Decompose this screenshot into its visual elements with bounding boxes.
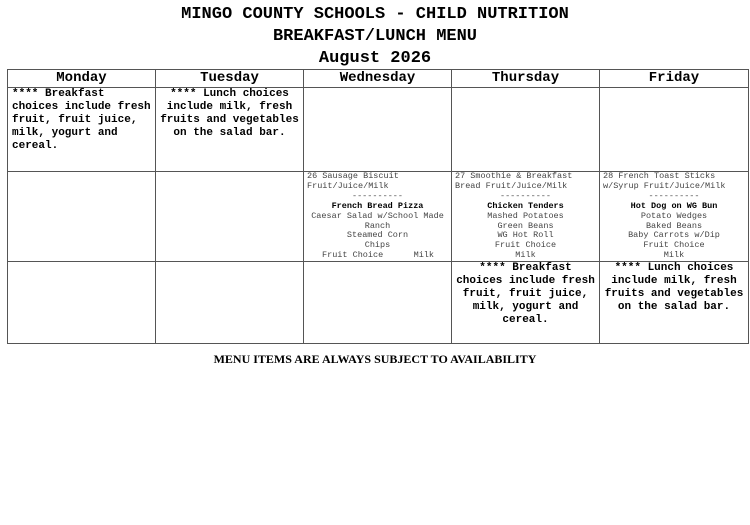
fruit-choice: Fruit Choice [322, 250, 384, 261]
breakfast-item: 27 Smoothie & Breakfast Bread Fruit/Juice/Milk [455, 171, 573, 191]
week-row-2 [8, 172, 749, 262]
menu-friday-28 [600, 172, 748, 261]
side-item: Green Beans [497, 220, 554, 231]
breakfast-note: **** Breakfast choices include fresh fruit, fruit juice, milk, yogurt and cereal. [12, 88, 151, 152]
lunch-note: **** Lunch choices include milk, fresh fruits and vegetables on the salad bar. [604, 262, 744, 314]
cell-w2-tuesday [156, 172, 304, 262]
cell-w3-wednesday [304, 262, 452, 344]
cell-w1-friday [600, 88, 749, 172]
menu-thursday-27 [452, 172, 599, 261]
menu-wednesday-26 [304, 172, 451, 261]
breakfast-item: 28 French Toast Sticks w/Syrup Fruit/Juice/Milk [603, 171, 726, 191]
day-header-tuesday: Tuesday [156, 70, 304, 88]
side-item: Potato Wedges [640, 210, 708, 221]
cell-w1-wednesday [304, 88, 452, 172]
cell-w1-thursday [452, 88, 600, 172]
divider: ---------- [351, 190, 403, 201]
fruit-choice: Fruit Choice [494, 240, 557, 251]
fruit-milk-line [307, 251, 448, 261]
title-line-2: BREAKFAST/LUNCH MENU [272, 27, 478, 46]
breakfast-item: 26 Sausage Biscuit Fruit/Juice/Milk [307, 171, 399, 191]
cell-w3-thursday [452, 262, 600, 344]
milk: Milk [515, 250, 536, 261]
side-item: Caesar Salad w/School Made Ranch [311, 210, 444, 231]
cell-w2-monday [8, 172, 156, 262]
cell-w2-wednesday [304, 172, 452, 262]
cell-w3-friday [600, 262, 749, 344]
lunch-note: **** Lunch choices include milk, fresh fruits and vegetables on the salad bar. [160, 88, 299, 139]
cell-w2-thursday [452, 172, 600, 262]
lunch-entree: French Bread Pizza [331, 200, 424, 211]
side-item: Chips [364, 240, 391, 251]
day-header-friday: Friday [600, 70, 749, 88]
menu-calendar [7, 69, 749, 344]
side-item: WG Hot Roll [497, 230, 554, 241]
side-item: Baked Beans [645, 220, 703, 231]
day-header-wednesday: Wednesday [304, 70, 452, 88]
milk: Milk [413, 250, 434, 261]
cell-w1-tuesday [156, 88, 304, 172]
divider: ---------- [499, 190, 551, 201]
cell-w1-monday [8, 88, 156, 172]
milk: Milk [663, 250, 685, 261]
cell-w2-friday [600, 172, 749, 262]
day-header-monday: Monday [8, 70, 156, 88]
availability-footer: MENU ITEMS ARE ALWAYS SUBJECT TO AVAILABILITY [213, 352, 537, 366]
side-item: Baby Carrots w/Dip [628, 230, 720, 241]
lunch-entree: Hot Dog on WG Bun [630, 200, 718, 211]
breakfast-note: **** Breakfast choices include fresh fruit, fruit juice, milk, yogurt and cereal. [456, 262, 595, 327]
fruit-choice: Fruit Choice [643, 240, 705, 251]
title-line-1: MINGO COUNTY SCHOOLS - CHILD NUTRITION [181, 5, 569, 24]
day-header-row [8, 70, 749, 88]
cell-w3-tuesday [156, 262, 304, 344]
side-item: Steamed Corn [346, 230, 409, 241]
lunch-entree: Chicken Tenders [487, 200, 564, 211]
title-month: August 2026 [318, 49, 432, 68]
cell-w3-monday [8, 262, 156, 344]
week-row-3 [8, 262, 749, 344]
day-header-thursday: Thursday [452, 70, 600, 88]
side-item: Mashed Potatoes [487, 210, 564, 221]
divider: ---------- [648, 190, 700, 201]
week-row-1 [8, 88, 749, 172]
